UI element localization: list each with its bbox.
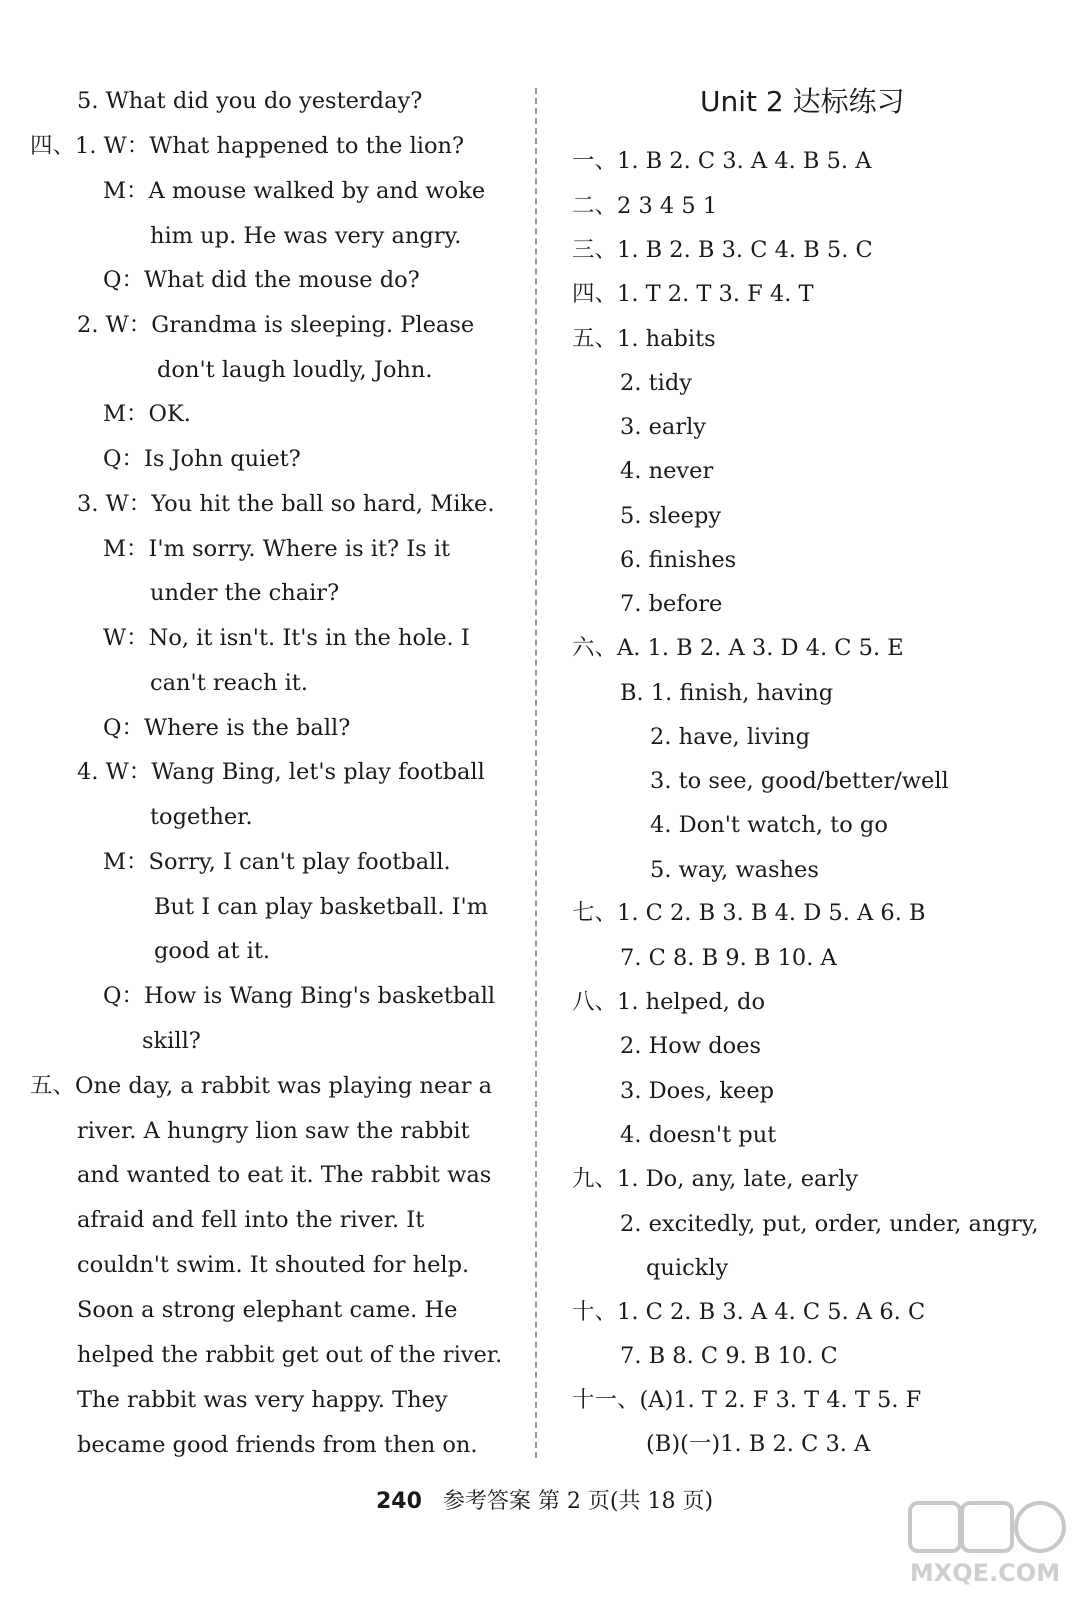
answer-line: quickly	[646, 1255, 729, 1281]
answer-line: 7. B 8. C 9. B 10. C	[620, 1343, 838, 1369]
text-line: river. A hungry lion saw the rabbit	[77, 1118, 470, 1144]
answer-line: 7. C 8. B 9. B 10. A	[620, 945, 837, 971]
text-line: Q：What did the mouse do?	[103, 267, 420, 293]
text-line: couldn't swim. It shouted for help.	[77, 1252, 470, 1278]
answer-line: 八、1. helped, do	[572, 989, 765, 1015]
answer-line: 二、2 3 4 5 1	[572, 193, 718, 219]
answer-line: 三、1. B 2. B 3. C 4. B 5. C	[572, 237, 873, 263]
answer-line: 3. Does, keep	[620, 1078, 775, 1104]
answer-line: 4. doesn't put	[620, 1122, 777, 1148]
answer-line: 十、1. C 2. B 3. A 4. C 5. A 6. C	[572, 1299, 926, 1325]
text-line: and wanted to eat it. The rabbit was	[77, 1162, 492, 1188]
text-line: M：A mouse walked by and woke	[103, 178, 486, 204]
text-line: under the chair?	[150, 580, 340, 606]
answer-line: 4. never	[620, 458, 714, 484]
text-line: Q：How is Wang Bing's basketball	[103, 983, 496, 1009]
answer-line: 3. to see, good/better/well	[650, 768, 949, 794]
text-line: The rabbit was very happy. They	[77, 1387, 448, 1413]
text-line: afraid and fell into the river. It	[77, 1207, 425, 1233]
answer-line: 7. before	[620, 591, 723, 617]
answer-line: 九、1. Do, any, late, early	[572, 1166, 859, 1192]
answer-line: 七、1. C 2. B 3. B 4. D 5. A 6. B	[572, 900, 926, 926]
text-line: M：I'm sorry. Where is it? Is it	[103, 536, 451, 562]
answer-line: 5. way, washes	[650, 857, 819, 883]
answer-line: 3. early	[620, 414, 707, 440]
text-line: W：No, it isn't. It's in the hole. I	[103, 625, 470, 651]
answer-line: 一、1. B 2. C 3. A 4. B 5. A	[572, 148, 872, 174]
text-line: 四、1. W：What happened to the lion?	[30, 133, 465, 159]
answer-line: 4. Don't watch, to go	[650, 812, 888, 838]
text-line: 4. W：Wang Bing, let's play football	[77, 759, 485, 785]
text-line: Soon a strong elephant came. He	[77, 1297, 458, 1323]
watermark-logo-icon	[900, 1495, 1070, 1590]
text-line: But I can play basketball. I'm	[154, 894, 489, 920]
text-line: M：OK.	[103, 401, 191, 427]
column-divider	[535, 88, 537, 1458]
text-line: became good friends from then on.	[77, 1432, 478, 1458]
answer-line: 2. excitedly, put, order, under, angry,	[620, 1211, 1039, 1237]
text-line: helped the rabbit get out of the river.	[77, 1342, 503, 1368]
answer-line: 2. tidy	[620, 370, 692, 396]
page-number: 240	[375, 1489, 422, 1514]
text-line: 5. What did you do yesterday?	[77, 88, 423, 114]
answer-line: 5. sleepy	[620, 503, 722, 529]
answer-line: 2. have, living	[650, 724, 811, 750]
answer-line: B. 1. finish, having	[620, 680, 834, 706]
answer-line: (B)(一)1. B 2. C 3. A	[646, 1431, 871, 1457]
answer-line: 六、A. 1. B 2. A 3. D 4. C 5. E	[572, 635, 904, 661]
answer-line: 四、1. T 2. T 3. F 4. T	[572, 281, 814, 307]
text-line: 五、One day, a rabbit was playing near a	[30, 1073, 493, 1099]
answer-line: 十一、(A)1. T 2. F 3. T 4. T 5. F	[572, 1387, 922, 1413]
text-line: M：Sorry, I can't play football.	[103, 849, 451, 875]
text-line: 2. W：Grandma is sleeping. Please	[77, 312, 475, 338]
text-line: good at it.	[154, 938, 271, 964]
text-line: 3. W：You hit the ball so hard, Mike.	[77, 491, 495, 517]
text-line: Q：Where is the ball?	[103, 715, 351, 741]
answer-line: 五、1. habits	[572, 326, 716, 352]
answer-line: 2. How does	[620, 1033, 762, 1059]
text-line: can't reach it.	[150, 670, 309, 696]
section-title: Unit 2 达标练习	[700, 85, 905, 118]
text-line: together.	[150, 804, 253, 830]
text-line: don't laugh loudly, John.	[157, 357, 433, 383]
text-line: Q：Is John quiet?	[103, 446, 301, 472]
answer-line: 6. finishes	[620, 547, 737, 573]
text-line: skill?	[142, 1028, 201, 1054]
footer-label: 参考答案 第 2 页(共 18 页)	[442, 1489, 714, 1514]
watermark-text: MXQE.COM	[909, 1559, 1061, 1587]
text-line: him up. He was very angry.	[150, 223, 462, 249]
